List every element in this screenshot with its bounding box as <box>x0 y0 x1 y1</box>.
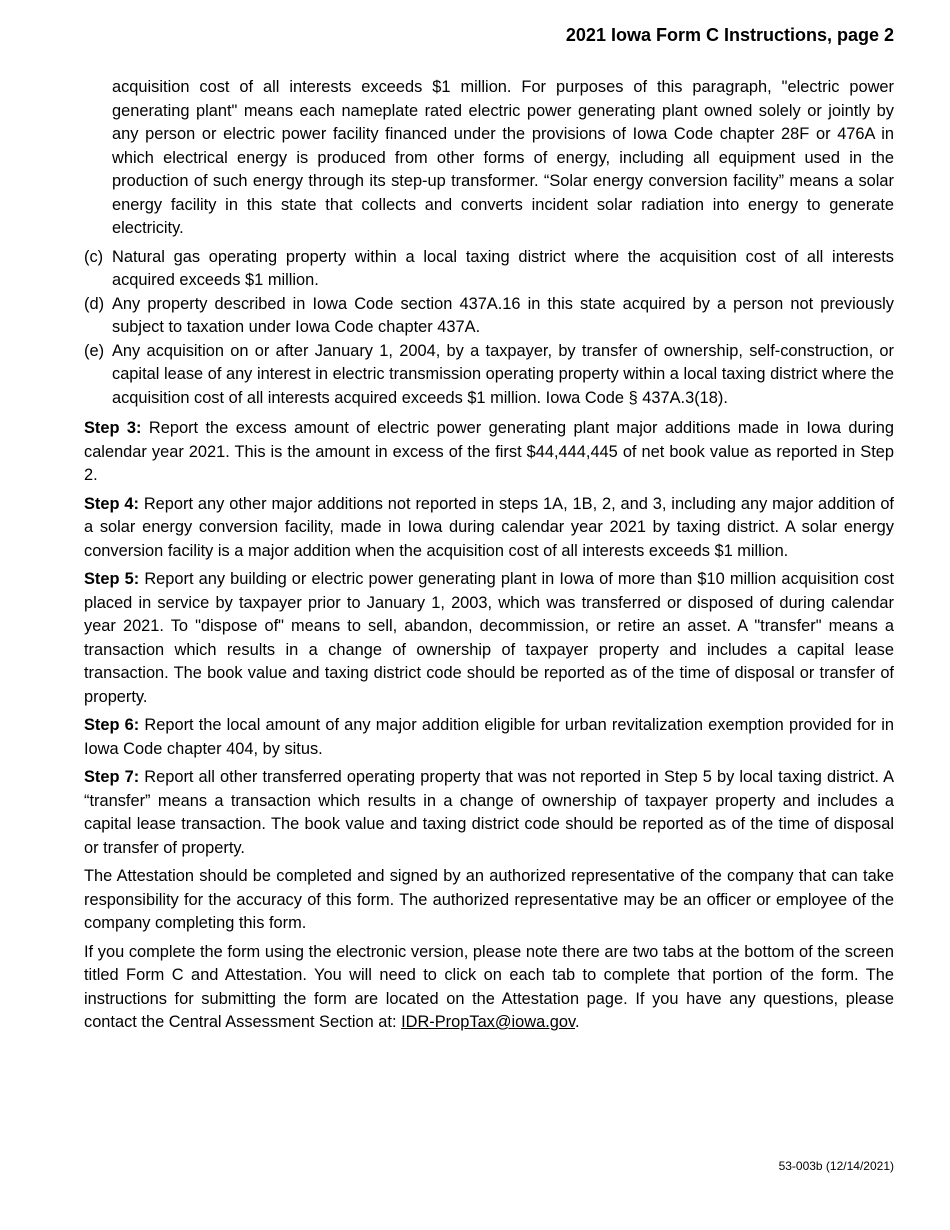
step-4-paragraph <box>84 493 894 564</box>
step-4-text: Report any other major additions not reported in steps 1A, 1B, 2, and 3, including any major addition of a solar energy conversion facility, made in Iowa during calendar year 2021 by taxing district. A solar energy conversion facility is a major addition when the acquisition cost of all interests exceeds $1 million. <box>84 494 894 560</box>
step-6-label: Step 6: <box>84 716 140 734</box>
step-3-paragraph <box>84 417 894 488</box>
list-item-text: Any property described in Iowa Code section 437A.16 in this state acquired by a person not previously subject to taxation under Iowa Code chapter 437A. <box>112 294 894 336</box>
list-item-label: (c) <box>84 247 104 266</box>
continued-paragraph: acquisition cost of all interests exceeds $1 million. For purposes of this paragraph, "electric power generating plant" means each nameplate rated electric power generating plant owned solely or jointly by any person or electric power facility financed under the provisions of Iowa Code chapter 28F or 476A in which electrical energy is produced from other forms of energy, including all equipment used in the production of such energy through its step-up transformer. “Solar energy conversion facility” means a solar energy facility in this state that collects and converts incident solar radiation into energy to generate electricity. <box>112 78 894 237</box>
step-5-paragraph <box>84 568 894 709</box>
list-item-text: Natural gas operating property within a local taxing district where the acquisition cost of all interests acquired exceeds $1 million. <box>112 247 894 289</box>
document-body <box>84 76 894 1040</box>
list-item-c <box>84 246 894 293</box>
attestation-paragraph: The Attestation should be completed and signed by an authorized representative of the company that can take responsibility for the accuracy of this form. The authorized representative may be an officer or employee of the company completing this form. <box>84 867 894 932</box>
list-item-text: Any acquisition on or after January 1, 2004, by a taxpayer, by transfer of ownership, self-construction, or capital lease of any interest in electric transmission operating property within a local taxing district where the acquisition cost of all interests acquired exceeds $1 million. Iowa Code § 437A.3(18). <box>112 341 894 407</box>
list-item-label: (d) <box>84 294 105 313</box>
step-3-label: Step 3: <box>84 419 142 437</box>
step-6-paragraph <box>84 714 894 761</box>
step-7-paragraph <box>84 766 894 860</box>
list-item-e <box>84 340 894 411</box>
electronic-version-text: If you complete the form using the electronic version, please note there are two tabs at the bottom of the screen titled Form C and Attestation. You will need to click on each tab to complete that portion of the form. The instructions for submitting the form are located on the Attestation page. If you have any questions, please contact the Central Assessment Section at: <box>84 942 894 1031</box>
step-5-text: Report any building or electric power generating plant in Iowa of more than $10 million acquisition cost placed in service by taxpayer prior to January 1, 2003, which was transferred or disposed of during calendar year 2021. To "dispose of" means to sell, abandon, decommission, or retire an asset. A "transfer" means a transaction which results in a change of ownership of taxpayer property and includes a capital lease transaction. The book value and taxing district code should be reported as of the time of disposal or transfer of property. <box>84 570 895 706</box>
step-7-label: Step 7: <box>84 768 140 786</box>
step-7-text: Report all other transferred operating property that was not reported in Step 5 by local taxing district. A “transfer” means a transaction which results in a change of ownership of taxpayer property and includes a capital lease transaction. The book value and taxing district code should be reported as of the time of disposal or transfer of property. <box>84 768 894 857</box>
list-item-label: (e) <box>84 341 105 360</box>
contact-email-link[interactable]: IDR-PropTax@iowa.gov <box>401 1013 575 1031</box>
form-number: 53-003b (12/14/2021) <box>778 1159 894 1173</box>
step-5-label: Step 5: <box>84 570 140 588</box>
step-4-label: Step 4: <box>84 494 139 513</box>
page-title: 2021 Iowa Form C Instructions, page 2 <box>565 25 894 45</box>
step-6-text: Report the local amount of any major addition eligible for urban revitalization exemption provided for in Iowa Code chapter 404, by situs. <box>84 716 894 758</box>
electronic-version-paragraph <box>84 941 894 1035</box>
sentence-end: . <box>575 1013 580 1031</box>
step-3-text: Report the excess amount of electric power generating plant major additions made in Iowa during calendar year 2021. This is the amount in excess of the first $44,444,445 of net book value as reported in Step 2. <box>84 419 894 484</box>
list-item-d <box>84 293 894 340</box>
